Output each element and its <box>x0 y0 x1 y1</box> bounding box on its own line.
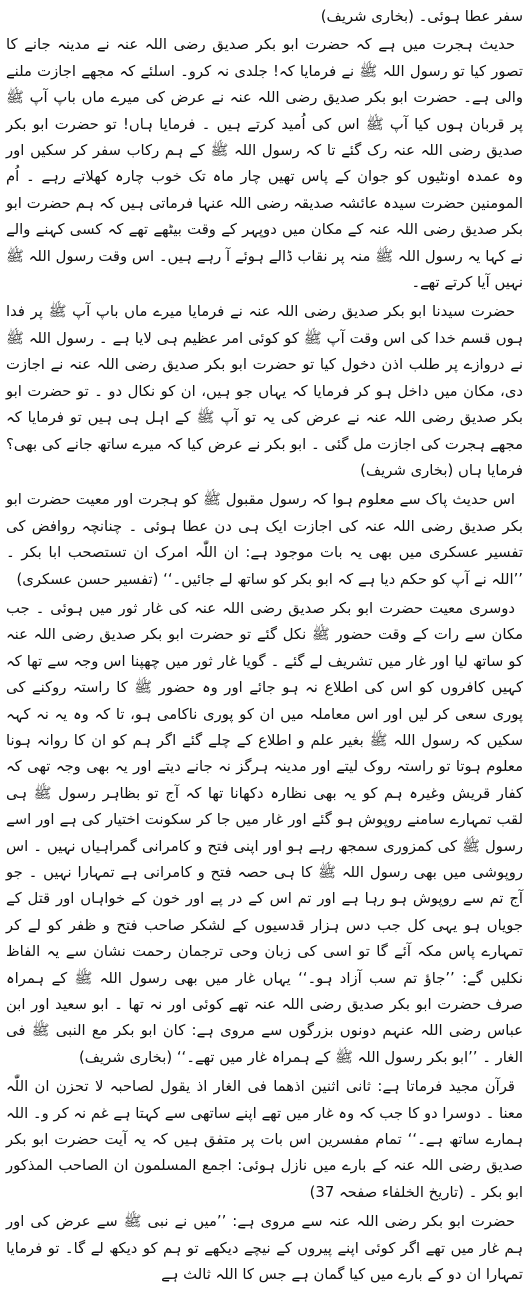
section-heading: سفر عطا ہوئی۔ (بخاری شریف) <box>320 8 523 25</box>
paragraph-permission: حضرت سیدنا ابو بکر صدیق رضی اللہ عنہ نے فرمایا میرے ماں باپ آپ ﷺ پر فدا ہوں قسم خدا کی اس وقت آپ ﷺ کو کوئی امر عظیم ہی لایا ہے ۔ رسول اللہ ﷺ نے دروازے پر طلب اذن دخول کیا تو حضرت ابو بکر صدیق رضی اللہ عنہ نے اجازت دی، مکان میں داخل ہو کر فرمایا کہ یہاں جو ہیں، ان کو نکال دو ۔ تو حضرت ابو بکر صدیق رضی اللہ عنہ نے عرض کی یہ تو آپ ﷺ کے اہل ہی ہیں تو فرمایا کہ مجھے ہجرت کی اجازت مل گئی ۔ ابو بکر نے عرض کیا کہ میرے ساتھ جانے کی بھی؟ فرمایا ہاں (بخاری شریف) <box>6 303 523 479</box>
paragraph-hijrat-hadith: حدیث ہجرت میں ہے کہ حضرت ابو بکر صدیق رضی اللہ عنہ نے مدینہ جانے کا تصور کیا تو رسول اللہ ﷺ نے فرمایا کہ! جلدی نہ کرو۔ اسلئے کہ مجھے اجازت ملنے والی ہے۔ حضرت ابو بکر صدیق رضی اللہ عنہ نے عرض کی میرے ماں باپ آپ ﷺ پر قربان ہوں کیا آپ ﷺ اس کی اُمید کرتے ہیں ۔ فرمایا ہاں! تو حضرت ابو بکر صدیق رضی اللہ عنہ رک گئے تا کہ رسول اللہ ﷺ کے ہم رکاب سفر کر سکیں اور وہ عمدہ اونٹیوں کو جوان کے پاس تھیں چار ماہ تک خوب چارہ کھلاتے رہے ۔ اُم المومنین حضرت سیدہ عائشہ صدیقہ رضی اللہ عنہا فرماتی ہیں کہ ہم حضرت ابو بکر صدیق رضی اللہ عنہ کے مکان میں دوپہر کے وقت بیٹھے تھے کہ کسی کہنے والے نے کہا یہ رسول اللہ ﷺ منہ پر نقاب ڈالے ہوئے آ رہے ہیں۔ اس وقت رسول اللہ ﷺ نہیں آیا کرتے تھے۔ <box>6 36 523 292</box>
document-page <box>6 4 523 1290</box>
paragraph-tafsir-askari: اس حدیث پاک سے معلوم ہوا کہ رسول مقبول ﷺ کو ہجرت اور معیت حضرت ابو بکر صدیق رضی اللہ عنہ کی اجازت ایک ہی دن عطا ہوئی ۔ چنانچہ روافض کی تفسیر عسکری میں بھی یہ بات موجود ہے: ان اللّٰہ امرک ان تستصحب ابا بکر ۔ ’’اللہ نے آپ کو حکم دیا ہے کہ ابو بکر کو ساتھ لے جائیں۔‘‘ (تفسیر حسن عسکری) <box>6 491 523 588</box>
paragraph-abu-bakr-narration: حضرت ابو بکر رضی اللہ عنہ سے مروی ہے: ’’میں نے نبی ﷺ سے عرض کی اور ہم غار میں تھے اگر کوئی اپنے پیروں کے نیچے دیکھے تو ہم کو دیکھ لے گا۔ تو فرمایا تمہارا ان دو کے بارے میں کیا گمان ہے جس کا اللہ ثالث ہے <box>6 1213 523 1284</box>
paragraph-quran-verse: قرآن مجید فرماتا ہے: ثانی اثنین اذھما فی الغار اذ یقول لصاحبہ لا تحزن ان اللّٰہ معنا ۔ دوسرا دو کا جب کہ وہ غار میں تھے اپنے ساتھی سے کہتا ہے غم نہ کر و۔ اللہ ہمارے ساتھ ہے۔‘‘ تمام مفسرین اس بات پر متفق ہیں کہ یہ آیت حضرت ابو بکر صدیق رضی اللہ عنہ کے بارے میں نازل ہوئی: اجمع المسلمون ان الصاحب المذکور ابو بکر ۔ (تاریخ الخلفاء صفحہ 37) <box>6 1078 523 1201</box>
paragraph-ghar-e-saur: دوسری معیت حضرت ابو بکر صدیق رضی اللہ عنہ کی غار ثور میں ہوئی ۔ جب مکان سے رات کے وقت حضور ﷺ نکل گئے تو حضرت ابو بکر صدیق رضی اللہ عنہ کو ساتھ لیا اور غار میں تشریف لے گئے ۔ گویا غار ثور میں چھپنا اس وجہ سے تھا کہ کہیں کافروں کو اس کی اطلاع نہ ہو جائے اور وہ حضور ﷺ کا راستہ روکنے کی پوری سعی کر لیں اور اس معاملہ میں ان کو پوری ناکامی ہو، تا کہ وہ یہ نہ کہہ سکیں کہ رسول اللہ ﷺ بغیر علم و اطلاع کے چلے گئے اگر ہم کو ان کا روانہ ہونا معلوم ہوتا تو راستہ روک لیتے اور مدینہ ہرگز نہ جانے دیتے اور یہ بھی وجہ تھی کہ کفار قریش وغیرہ ہم کو یہ بھی نظارہ دکھانا تھا کہ آج تو بظاہر رسول ﷺ ہی لقب تمہارے سامنے روپوش ہو گئے اور غار میں جا کر سکونت اختیار کی ہے اور اسے رسول ﷺ کی کمزوری سمجھ رہے ہو اور اپنی فتح و کامرانی گمراہیاں نہیں ۔ اس روپوشی میں بھی رسول اللہ ﷺ کا ہی حصہ فتح و کامرانی ہے تمہارا نہیں ۔ جو آج تم سے روپوش ہو رہا ہے اور تم اس کے در پے اور خون کے خواہاں اور قتل کے جویاں ہو یہی کل جب دس ہزار قدسیوں کے لشکر صاحب فتح و ظفر کو لے کر تمہارے پاس مکہ آئے گا تو اسی کی زبان وحی ترجمان رحمت نشان سے یہ الفاظ نکلیں گے: ’’جاؤ تم سب آزاد ہو۔‘‘ یہاں غار میں بھی رسول اللہ ﷺ کے ہمراہ صرف حضرت ابو بکر صدیق رضی اللہ عنہ تھے کوئی اور نہ تھا ۔ ابو سعید اور ابن عباس رضی اللہ عنہم دونوں بزرگوں سے مروی ہے: کان ابو بکر مع النبی ﷺ فی الغار ۔ ’’ابو بکر رسول اللہ ﷺ کے ہمراہ غار میں تھے۔‘‘ (بخاری شریف) <box>6 599 523 1066</box>
